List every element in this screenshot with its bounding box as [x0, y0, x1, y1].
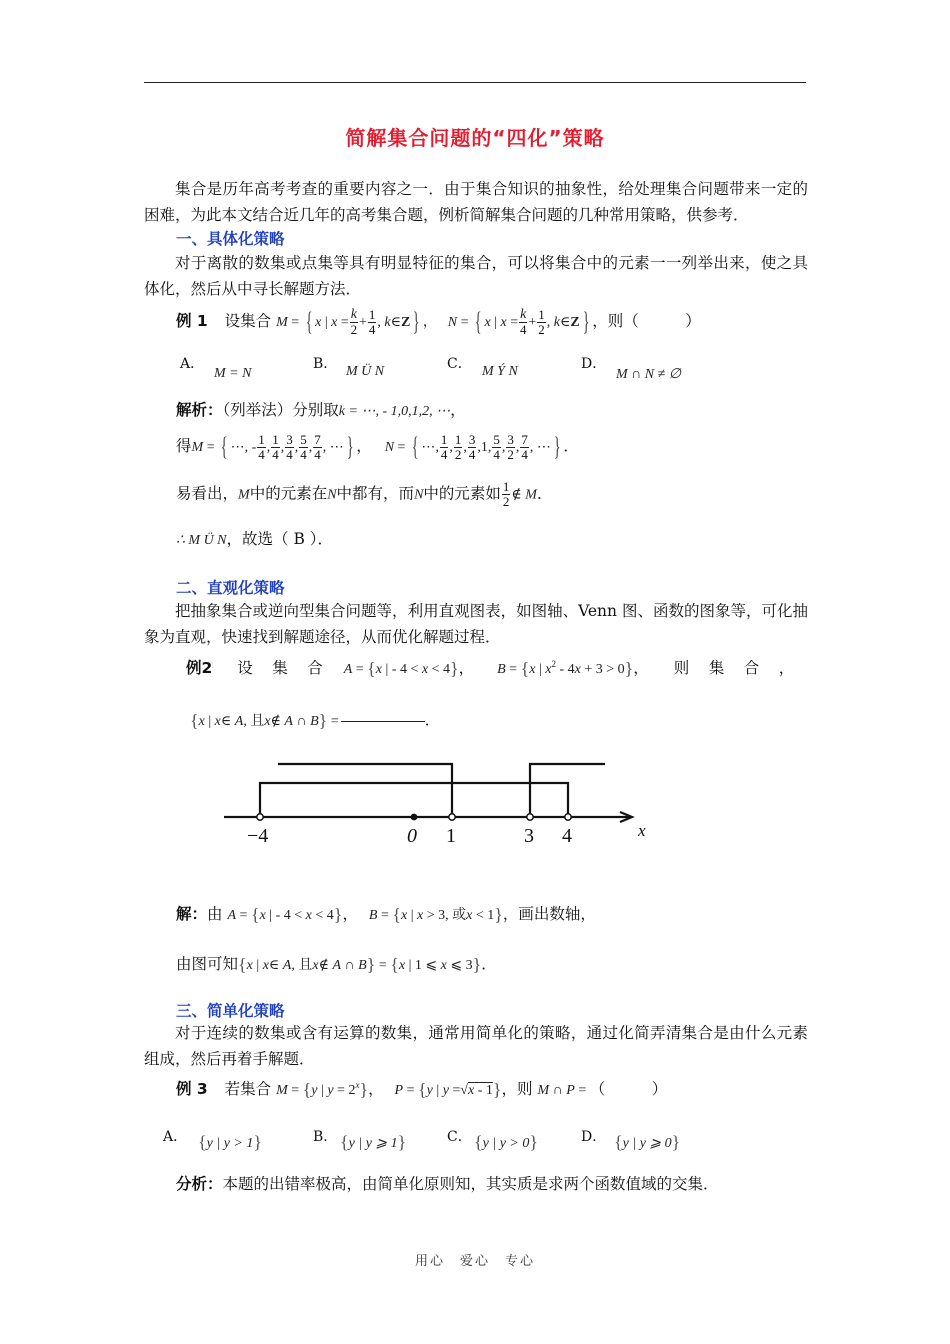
- point-0: [411, 814, 418, 821]
- example-1: 例 1 设集合 M = { x | x = $\frac{k}{2}$ + $\frac{1}{4}$ , k∈Z } ， N = { x | x = $\frac{k}{4}$ + $\frac{1}{2}$ , k∈Z } ，则（ ）: [176, 306, 701, 337]
- option-a: A．: [180, 356, 205, 372]
- label-1: 1: [446, 825, 456, 847]
- label-0: 0: [407, 825, 417, 847]
- point-4: [565, 814, 571, 820]
- section-1-text: 对于离散的数集或点集等具有明显特征的集合，可以将集合中的元素一一列举出来，使之具体化，然后从中寻长解题方法．: [144, 254, 808, 298]
- set-a-bracket: [260, 783, 568, 817]
- solution-2-line-1: 解：由 A = {x | - 4 < x < 4}， B = {x | x > 3, 或x < 1}，画出数轴，: [176, 904, 596, 925]
- set-b-left-bracket: [278, 764, 452, 817]
- label-3: 3: [524, 825, 534, 847]
- option-c: C．: [447, 356, 472, 372]
- option-3c-math: {y | y > 0}: [474, 1132, 539, 1152]
- option-d: D．: [581, 356, 607, 372]
- option-3b-math: {y | y ⩾ 1}: [340, 1132, 407, 1152]
- section-3-text: 对于连续的数集或含有运算的数集，通常用简单化的策略，通过化简弄清集合是由什么元素组成，然后再着手解题．: [144, 1024, 808, 1068]
- option-b-math: M Ü N: [346, 364, 385, 379]
- example-2-set: {x | x∈ A, 且x∉ A ∩ B} = ．: [190, 710, 441, 731]
- option-b: B．: [313, 356, 338, 372]
- conclusion-line: ∴ M Ü N，故选（ B ）．: [176, 530, 334, 548]
- label-x: x: [638, 821, 646, 840]
- option-3c: C．: [447, 1129, 472, 1145]
- point-minus-4: [257, 814, 263, 820]
- point-1: [449, 814, 455, 820]
- section-2-heading: 二、直观化策略: [176, 579, 285, 597]
- point-3: [527, 814, 533, 820]
- listing-line: 得M = { ⋯, - $\frac{1}{4}$ , $\frac{1}{4}$ , $\frac{3}{4}$ , $\frac{5}{4}$ , $\frac{7}{4}$ , ⋯ } ， N = { ⋯, $\frac{1}{4}$ , $\frac{1}{2}$ , $\frac{3}{4}$ ,1, $\frac{5}{4}$ , $\frac{3}{2}$ , $\frac{7}{4}$ , ⋯ } ．: [176, 431, 579, 462]
- solution-2-line-2: 由图可知{x | x∈ A, 且x∉ A ∩ B} = {x | 1 ⩽ x ⩽ 3}．: [176, 954, 497, 975]
- option-c-math: M Ý N: [482, 364, 518, 379]
- label-minus-4: −4: [247, 825, 269, 847]
- analysis-3: 分析：本题的出错率极高，由简单化原则知，其实质是求两个函数值域的交集．: [176, 1175, 719, 1193]
- option-3b: B．: [313, 1129, 338, 1145]
- page-title: 简解集合问题的“四化”策略: [345, 126, 605, 150]
- label-4: 4: [562, 825, 572, 847]
- section-3-heading: 三、简单化策略: [176, 1002, 285, 1020]
- section-2-text: 把抽象集合或逆向型集合问题等，利用直观图表，如图轴、Venn 图、函数的图象等，可化抽象为直观，快速找到解题途径，从而优化解题过程．: [144, 602, 808, 646]
- option-3d: D．: [581, 1129, 607, 1145]
- option-3a-math: {y | y > 1}: [198, 1132, 263, 1152]
- page-footer: 用心 爱心 专心: [414, 1254, 535, 1269]
- observation-line: 易看出，M中的元素在N中都有，而N中的元素如 $\frac{1}{2}$ ∉ M．: [176, 479, 553, 509]
- option-3d-math: {y | y ⩾ 0}: [614, 1132, 681, 1152]
- option-d-math: M ∩ N ≠ ∅: [616, 367, 681, 382]
- option-3a: A．: [163, 1129, 188, 1145]
- example-2: 例2 设 集 合 A = {x | - 4 < x < 4}， B = {x | $x^2 - 4x + 3 > 0$}， 则 集 合 ，: [186, 658, 797, 679]
- example-3: 例 3 若集合 M = {y | $y = 2^x$}， P = {y | y =√x - 1}，则 M ∩ P = （ ）: [176, 1079, 668, 1100]
- section-1-heading: 一、具体化策略: [176, 230, 285, 248]
- analysis-1: 解析：（列举法）分别取k = ⋯, - 1,0,1,2, ⋯，: [176, 401, 466, 419]
- option-a-math: M = N: [214, 366, 252, 381]
- intro-paragraph: 集合是历年高考考查的重要内容之一．由于集合知识的抽象性，给处理集合问题带来一定的困难，为此本文结合近几年的高考集合题，例析简解集合问题的几种常用策略，供参考．: [144, 180, 808, 224]
